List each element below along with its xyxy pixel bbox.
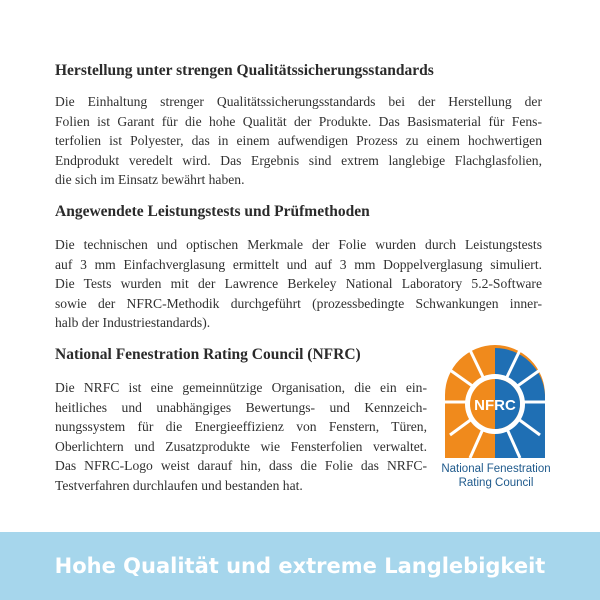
paragraph-line: Die NRFC ist eine gemeinnützige Organisation, die ein ein-	[55, 380, 427, 395]
paragraph-line: halb der Industriestandards).	[55, 315, 211, 331]
nfrc-caption-line: National Fenestration	[441, 463, 551, 475]
paragraph-line: Folien ist Garant für die hohe Qualität der Produkte. Das Basismaterial für Fens-	[55, 113, 542, 129]
section-paragraph-manufacturing	[55, 92, 542, 190]
paragraph-line: Das NFRC-Logo weist darauf hin, dass die Folie das NRFC-	[55, 458, 427, 474]
footer-title: Hohe Qualität und extreme Langlebigkeit	[54, 554, 546, 578]
paragraph-line: heitliches und unabhängiges Bewertungs- und Kennzeich-	[55, 399, 427, 415]
paragraph-line: Die technischen und optischen Merkmale der Folie wurden durch Leistungstests	[55, 237, 542, 252]
paragraph-line: die sich im Einsatz bewährt haben.	[55, 172, 245, 188]
section-heading-nfrc: National Fenestration Rating Council (NFRC)	[55, 346, 361, 363]
footer-banner	[0, 532, 600, 600]
section-paragraph-tests	[55, 235, 542, 333]
section-heading-manufacturing: Herstellung unter strengen Qualitätssicherungsstandards	[55, 62, 434, 79]
paragraph-line: Endprodukt veredelt wird. Das Ergebnis sind extrem langlebige Flachglasfolien,	[55, 152, 542, 168]
paragraph-line: terfolien ist Polyester, das in einem aufwendigen Prozess zu einem hochwertigen	[55, 133, 542, 149]
paragraph-line: Die Tests wurden mit der Lawrence Berkeley National Laboratory 5.2-Software	[55, 276, 542, 292]
paragraph-line: Oberlichtern und Zusatzprodukte wie Fensterfolien verwaltet.	[55, 438, 427, 454]
nfrc-logo-caption	[426, 462, 566, 490]
section-paragraph-nfrc	[55, 378, 427, 496]
nfrc-logo-abbr: NFRC	[474, 397, 516, 414]
paragraph-line: nungssystem für die Energieeffizienz von Fenstern, Türen,	[55, 419, 427, 435]
paragraph-line: auf 3 mm Einfachverglasung ermittelt und auf 3 mm Doppelverglasung simuliert.	[55, 256, 542, 272]
section-heading-tests: Angewendete Leistungstests und Prüfmethoden	[55, 203, 370, 220]
paragraph-line: Die Einhaltung strenger Qualitätssicherungsstandards bei der Herstellung der	[55, 94, 542, 109]
nfrc-caption-line: Rating Council	[458, 477, 534, 489]
paragraph-line: sowie der NFRC-Methodik durchgeführt (prozessbedingte Schwankungen inner-	[55, 295, 542, 311]
paragraph-line: Testverfahren durchlaufen und bestanden hat.	[55, 477, 303, 493]
